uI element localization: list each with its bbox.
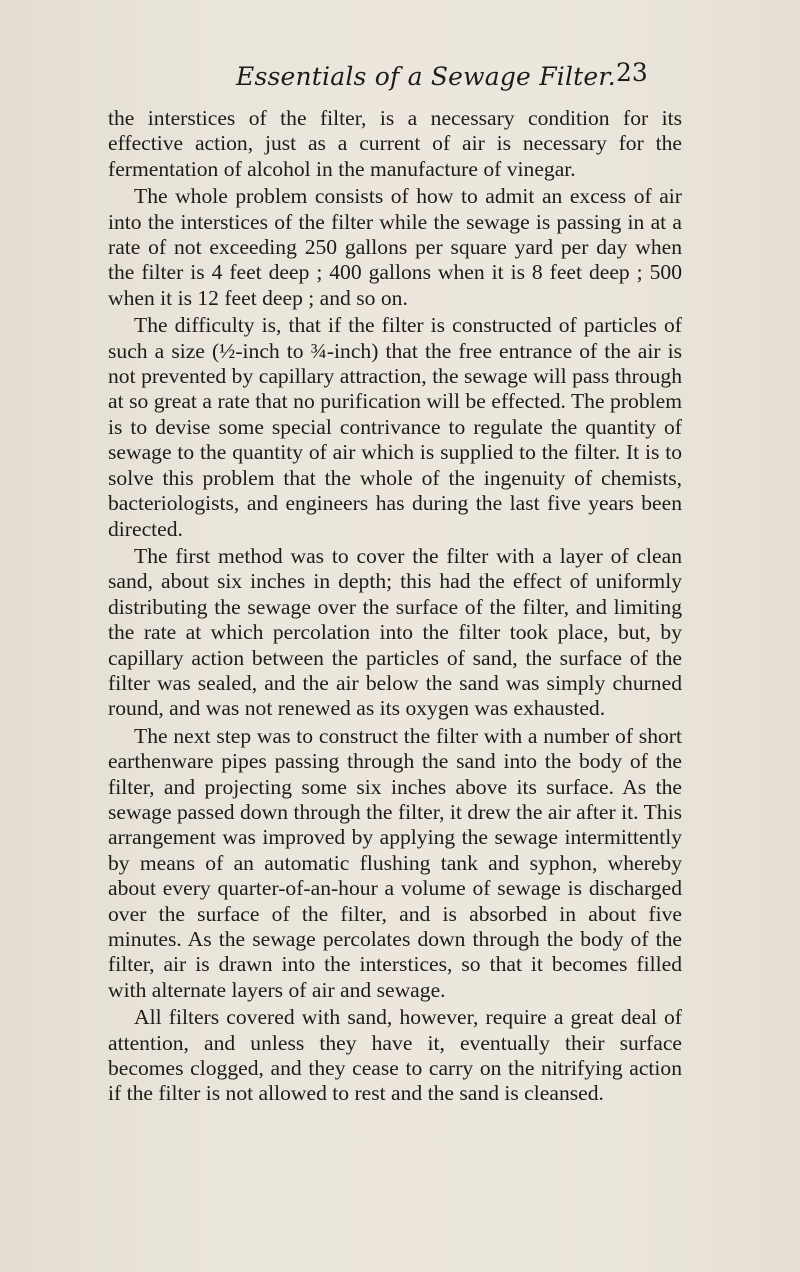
paragraph: the interstices of the filter, is a necessary condition for its effective action, just as a current of air is necessary for the fermentation of alcohol in the manufacture of vinegar. — [108, 106, 682, 181]
page-number: 23 — [616, 58, 648, 87]
running-title: Essentials of a Sewage Filter. — [236, 62, 616, 91]
running-head — [0, 58, 800, 102]
paragraph: The whole problem consists of how to admit an excess of air into the interstices of the filter while the sewage is passing in at a rate of not exceeding 250 gallons per square yard per day when the filter is 4 feet deep ; 400 gallons when it is 8 feet deep ; 500 when it is 12 feet deep ; and so on. — [108, 184, 682, 310]
paragraph: All filters covered with sand, however, require a great deal of attention, and unless they have it, eventually their surface becomes clogged, and they cease to carry on the nitrifying action if the filter is not allowed to rest and the sand is cleansed. — [108, 1005, 682, 1106]
paragraph: The next step was to construct the filter with a number of short earthenware pipes passing through the sand into the body of the filter, and projecting some six inches above its surface. As the sewage passed down through the filter, it drew the air after it. This arrangement was improved by applying the sewage intermittently by means of an automatic flushing tank and syphon, whereby about every quarter-of-an-hour a volume of sewage is discharged over the surface of the filter, and is absorbed in about five minutes. As the sewage percolates down through the body of the filter, air is drawn into the interstices, so that it becomes filled with alternate layers of air and sewage. — [108, 723, 682, 1002]
paragraph: The difficulty is, that if the filter is constructed of particles of such a size (½-inch to ¾-inch) that the free entrance of the air is not prevented by capillary attraction, the sewage will pass through at so great a rate that no purification will be effected. The problem is to devise some special contrivance to regulate the quantity of sewage to the quantity of air which is supplied to the filter. It is to solve this problem that the whole of the ingenuity of chemists, bacteriologists, and engineers has during the last five years been directed. — [108, 313, 682, 541]
paragraph: The first method was to cover the filter with a layer of clean sand, about six inches in depth; this had the effect of uniformly distributing the sewage over the surface of the filter, and limiting the rate at which percolation into the filter took place, but, by capillary action between the particles of sand, the surface of the filter was sealed, and the air below the sand was simply churned round, and was not renewed as its oxygen was exhausted. — [108, 543, 682, 721]
body-text — [108, 106, 682, 1109]
